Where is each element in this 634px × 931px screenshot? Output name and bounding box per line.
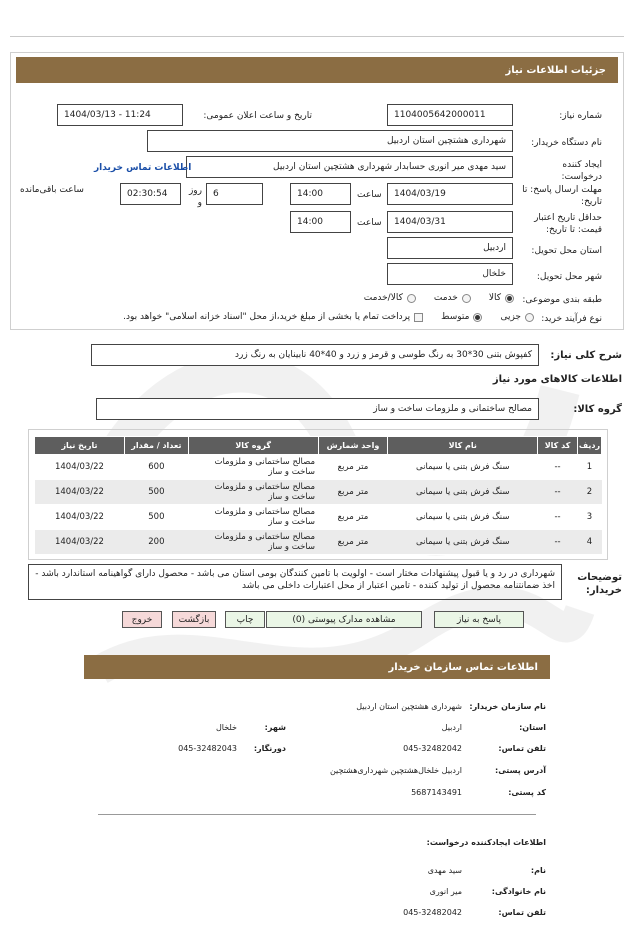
contact-header-title: اطلاعات تماس سازمان خریدار — [388, 661, 538, 673]
contact-city-value: خلخال — [215, 723, 237, 732]
category-option-both[interactable]: کالا/خدمت — [364, 293, 416, 303]
category-option-service[interactable]: خدمت — [434, 293, 471, 303]
buyer-notes-field[interactable]: شهرداری در رد و یا قبول پیشنهادات مختار است - اولویت با تامین کنندگان بومی استان می باشد - محصول دارای گواهینامه استاندارد باشد - اخذ ضمانتنامه محصول از تولید کننده - تامین اعتبار از محل اعتبارات داخلی می باشد — [28, 564, 562, 600]
buyer-org-label: نام دستگاه خریدار: — [531, 138, 602, 148]
goods-group-field[interactable]: مصالح ساختمانی و ملزومات ساخت و ساز — [96, 398, 539, 420]
col-code: کد کالا — [538, 437, 578, 455]
deadline-time-label: ساعت — [357, 190, 382, 200]
contact-fax-value: 045-32482043 — [178, 744, 237, 753]
back-button[interactable]: بازگشت — [172, 611, 216, 628]
col-unit: واحد شمارش — [318, 437, 388, 455]
validity-time-label: ساعت — [357, 218, 382, 228]
contact-divider — [98, 814, 536, 815]
contact-postal-label: کد پستی: — [508, 788, 546, 797]
goods-table — [34, 436, 602, 555]
details-header — [16, 57, 618, 83]
validity-date-field[interactable]: 1404/03/31 — [387, 211, 513, 233]
validity-label: حداقل تاریخ اعتبار قیمت: تا تاریخ: — [534, 213, 602, 235]
contact-org-value: شهرداری هشتچین استان اردبیل — [356, 702, 462, 711]
contact-header — [84, 655, 550, 679]
category-option-goods[interactable]: کالا — [489, 293, 514, 303]
top-divider — [10, 36, 624, 37]
col-row: ردیف — [578, 437, 602, 455]
contact-phone-label: تلفن تماس: — [498, 744, 546, 753]
contact-address-label: آدرس پستی: — [495, 766, 546, 775]
checkbox-icon — [414, 313, 423, 322]
radio-selected-icon — [505, 294, 514, 303]
time-remaining-label: ساعت باقی‌مانده — [20, 185, 84, 195]
process-radio-group — [105, 312, 534, 322]
province-label: استان محل تحویل: — [531, 246, 602, 256]
col-name: نام کالا — [388, 437, 538, 455]
table-row[interactable]: 2 -- سنگ فرش بتنی یا سیمانی متر مربع مصالح ساختمانی و ملزومات ساخت و ساز 500 1404/03/22 — [35, 480, 602, 505]
contact-province-label: استان: — [519, 723, 546, 732]
days-label: روز و — [188, 186, 202, 208]
summary-label: شرح کلی نیاز: — [550, 350, 622, 361]
need-number-field[interactable]: 1104005642000011 — [387, 104, 513, 126]
print-button[interactable]: چاپ — [225, 611, 265, 628]
buyer-contact-link[interactable]: اطلاعات تماس خریدار — [94, 163, 192, 173]
province-field[interactable]: اردبیل — [387, 237, 513, 259]
contact-postal-value: 5687143491 — [411, 788, 462, 797]
col-need-date: تاریخ نیاز — [35, 437, 125, 455]
time-remaining-field[interactable]: 02:30:54 — [120, 183, 181, 205]
category-label: طبقه بندی موضوعی: — [522, 295, 602, 305]
table-header-row — [35, 437, 602, 455]
creator-name-value: سید مهدی — [427, 866, 462, 875]
city-field[interactable]: خلخال — [387, 263, 513, 285]
creator-phone-value: 045-32482042 — [403, 908, 462, 917]
creator-name-label: نام: — [530, 866, 546, 875]
creator-field[interactable]: سید مهدی میر انوری حسابدار شهرداری هشتچین استان اردبیل — [186, 156, 513, 178]
category-radio-group — [346, 293, 514, 303]
radio-selected-icon — [473, 313, 482, 322]
deadline-time-field[interactable]: 14:00 — [290, 183, 351, 205]
col-quantity: تعداد / مقدار — [124, 437, 188, 455]
table-row[interactable]: 4 -- سنگ فرش بتنی یا سیمانی متر مربع مصالح ساختمانی و ملزومات ساخت و ساز 200 1404/03/22 — [35, 530, 602, 555]
contact-phone-value: 045-32482042 — [403, 744, 462, 753]
goods-table-wrap — [34, 436, 602, 555]
treasury-payment-option[interactable]: پرداخت تمام یا بخشی از مبلغ خرید،از محل "اسناد خزانه اسلامی" خواهد بود. — [123, 312, 423, 322]
process-type-label: نوع فرآیند خرید: — [541, 314, 602, 324]
table-row[interactable]: 3 -- سنگ فرش بتنی یا سیمانی متر مربع مصالح ساختمانی و ملزومات ساخت و ساز 500 1404/03/22 — [35, 505, 602, 530]
creator-phone-label: تلفن تماس: — [498, 908, 546, 917]
creator-family-label: نام خانوادگی: — [491, 887, 546, 896]
creator-family-value: میر انوری — [429, 887, 462, 896]
table-row[interactable]: 1 -- سنگ فرش بتنی یا سیمانی متر مربع مصالح ساختمانی و ملزومات ساخت و ساز 600 1404/03/22 — [35, 455, 602, 480]
validity-time-field[interactable]: 14:00 — [290, 211, 351, 233]
creator-info-title: اطلاعات ایجادکننده درخواست: — [426, 838, 546, 847]
contact-province-value: اردبیل — [441, 723, 462, 732]
announce-date-field[interactable]: 1404/03/13 - 11:24 — [57, 104, 183, 126]
creator-label: ایجاد کننده درخواست: — [561, 160, 602, 182]
details-header-title: جزئیات اطلاعات نیاز — [505, 64, 606, 76]
contact-address-value: اردبیل خلخال‌هشتچین شهرداری‌هشتچین — [329, 766, 462, 775]
deadline-label: مهلت ارسال پاسخ: تا تاریخ: — [522, 185, 602, 207]
view-attachments-button[interactable]: مشاهده مدارک پیوستی (0) — [266, 611, 422, 628]
contact-org-label: نام سازمان خریدار: — [469, 702, 546, 711]
deadline-date-field[interactable]: 1404/03/19 — [387, 183, 513, 205]
radio-icon — [462, 294, 471, 303]
summary-field[interactable]: کفپوش بتنی 30*30 به رنگ طوسی و قرمز و زرد و 40*40 نابینایان به رنگ زرد — [91, 344, 539, 366]
buyer-org-field[interactable]: شهرداری هشتچین استان اردبیل — [147, 130, 513, 152]
city-label: شهر محل تحویل: — [536, 272, 602, 282]
radio-icon — [525, 313, 534, 322]
contact-fax-label: دورنگار: — [253, 744, 286, 753]
buyer-notes-label: توضیحات خریدار: — [577, 572, 622, 596]
col-group: گروه کالا — [188, 437, 318, 455]
exit-button[interactable]: خروج — [122, 611, 162, 628]
reply-button[interactable]: پاسخ به نیاز — [434, 611, 524, 628]
announce-date-label: تاریخ و ساعت اعلان عمومی: — [203, 111, 312, 121]
radio-icon — [407, 294, 416, 303]
contact-city-label: شهر: — [264, 723, 286, 732]
days-remaining-field[interactable]: 6 — [206, 183, 263, 205]
process-option-small[interactable]: جزیی — [500, 312, 534, 322]
need-number-label: شماره نیاز: — [559, 111, 602, 121]
goods-group-label: گروه کالا: — [573, 404, 622, 415]
process-option-medium[interactable]: متوسط — [441, 312, 482, 322]
goods-section-title: اطلاعات کالاهای مورد نیاز — [492, 374, 622, 385]
